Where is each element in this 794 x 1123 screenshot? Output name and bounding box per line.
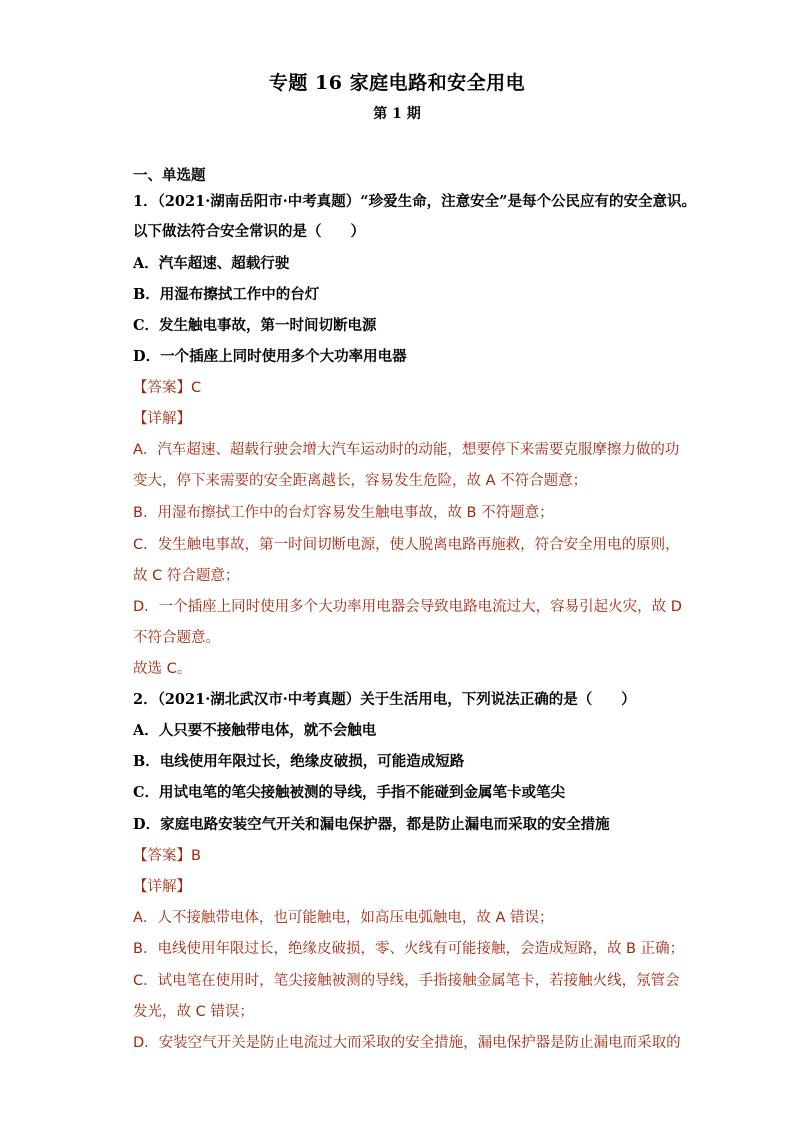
page-subtitle: 第 1 期 [373, 106, 421, 122]
q2-option-a: A．人只要不接触带电体，就不会触电 [133, 722, 377, 739]
q2-option-d: D．家庭电路安装空气开关和漏电保护器，都是防止漏电而采取的安全措施 [133, 816, 610, 833]
q2-option-b: B．电线使用年限过长，绝缘皮破损，可能造成短路 [133, 753, 465, 770]
q1-explanation-line: D．一个插座上同时使用多个大功率用电器会导致电路电流过大，容易引起火灾，故 D [133, 599, 682, 615]
q1-option-c: C．发生触电事故，第一时间切断电源 [133, 317, 377, 334]
q1-explanation-line: A．汽车超速、超载行驶会增大汽车运动时的动能，想要停下来需要克服摩擦力做的功 [133, 442, 680, 458]
q2-explanation-line: D．安装空气开关是防止电流过大而采取的安全措施，漏电保护器是防止漏电而采取的 [133, 1035, 681, 1051]
q1-explanation-line: 故 C 符合题意； [133, 568, 240, 584]
q1-option-b: B．用湿布擦拭工作中的台灯 [133, 286, 320, 303]
q1-explanation-line: 不符合题意。 [133, 630, 220, 646]
q2-option-c: C．用试电笔的笔尖接触被测的导线，手指不能碰到金属笔卡或笔尖 [133, 784, 566, 801]
q1-explanation-line: 故选 C。 [133, 661, 192, 677]
q1-option-d: D．一个插座上同时使用多个大功率用电器 [133, 348, 407, 365]
page-title: 专题 16 家庭电路和安全用电 [268, 72, 526, 94]
q1-detail-label: 【详解】 [133, 411, 191, 427]
q2-detail-label: 【详解】 [133, 879, 191, 895]
q2-explanation-line: A．人不接触带电体，也可能触电，如高压电弧触电，故 A 错误； [133, 910, 554, 926]
section-title: 一、单选题 [133, 167, 206, 184]
q1-explanation-line: 变大，停下来需要的安全距离越长，容易发生危险，故 A 不符合题意； [133, 473, 588, 489]
q2-explanation-line: C．试电笔在使用时，笔尖接触被测的导线，手指接触金属笔卡，若接触火线，氖管会 [133, 973, 680, 989]
q2-explanation-line: B．电线使用年限过长，绝缘皮破损，零、火线有可能接触，会造成短路，故 B 正确； [133, 941, 685, 957]
q1-stem-line1: 1．（2021·湖南岳阳市·中考真题）“珍爱生命，注意安全”是每个公民应有的安全意识。 [133, 193, 696, 210]
q2-stem-line1: 2．（2021·湖北武汉市·中考真题）关于生活用电，下列说法正确的是（ ） [133, 691, 636, 708]
q1-option-a: A．汽车超速、超载行驶 [133, 255, 290, 272]
q1-explanation-line: C．发生触电事故，第一时间切断电源，使人脱离电路再施救，符合安全用电的原则， [133, 537, 680, 553]
q1-explanation-line: B．用湿布擦拭工作中的台灯容易发生触电事故，故 B 不符题意； [133, 505, 554, 521]
q1-answer: 【答案】C [133, 380, 202, 396]
q1-stem-line2: 以下做法符合安全常识的是（ ） [133, 223, 365, 240]
q2-answer: 【答案】B [133, 848, 201, 864]
q2-explanation-line: 发光，故 C 错误； [133, 1004, 254, 1020]
